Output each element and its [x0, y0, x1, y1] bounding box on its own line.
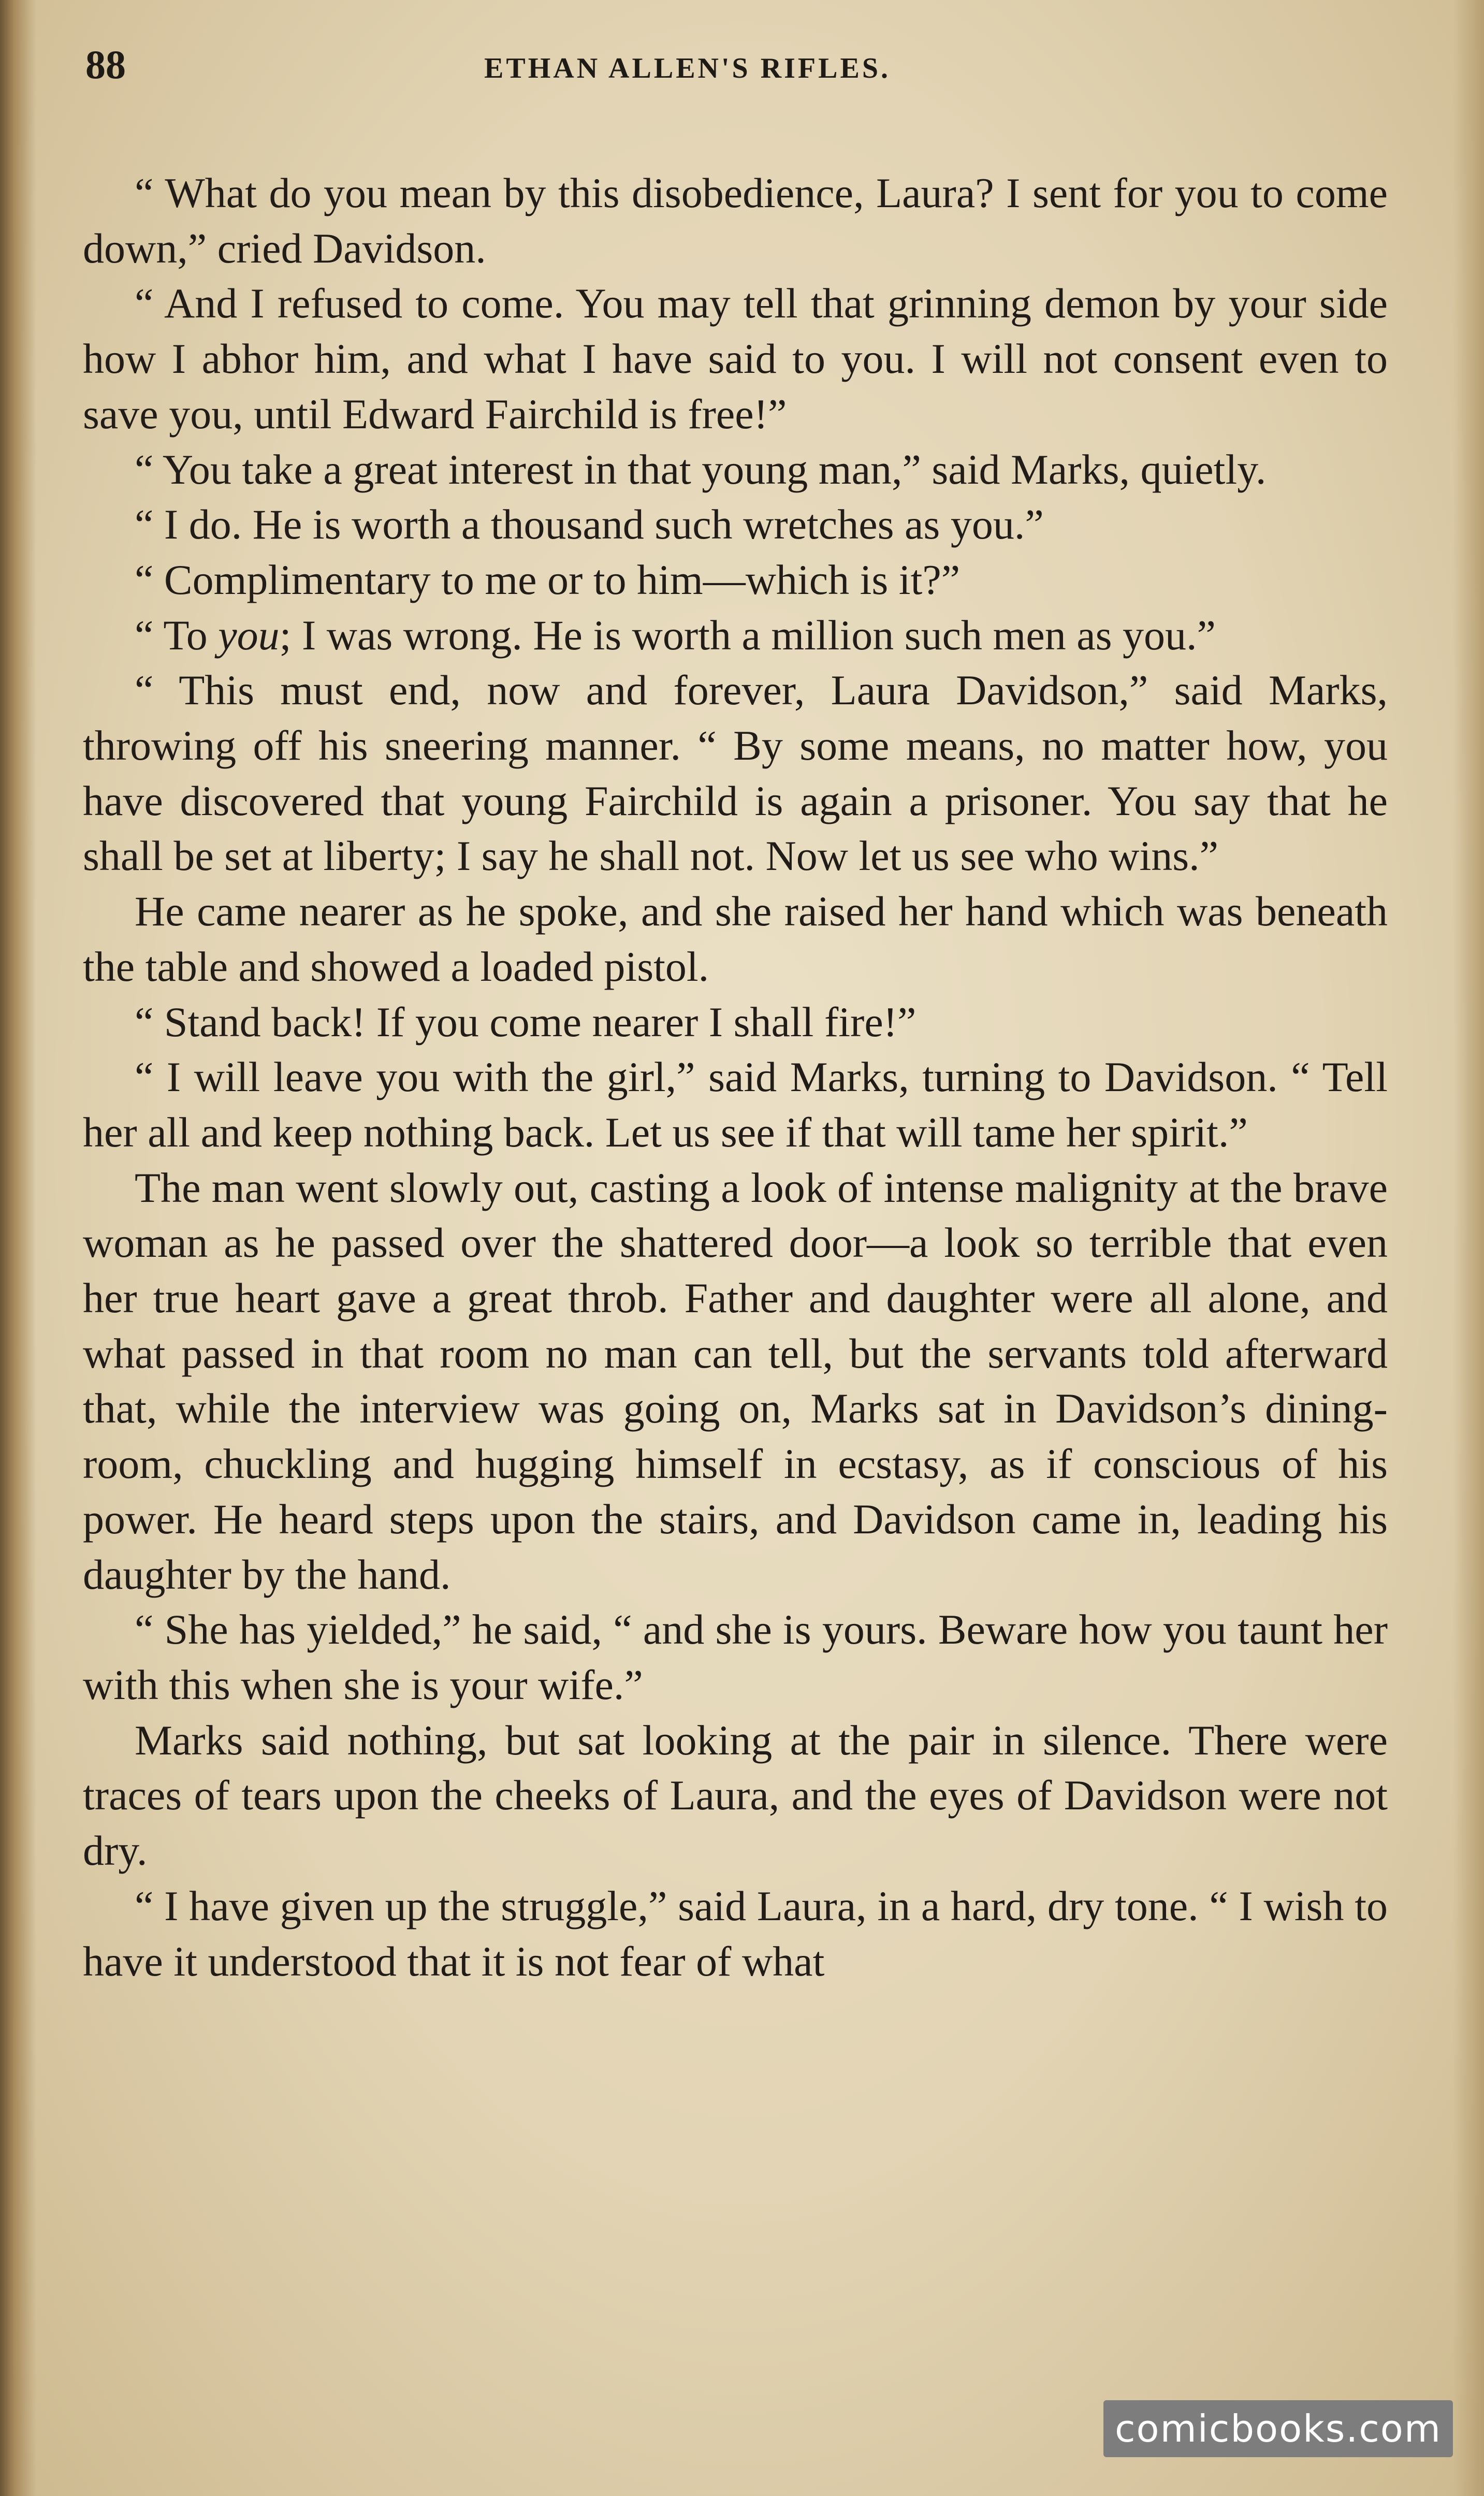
paragraph: “ You take a great interest in that young man,” said Marks, quietly.: [135, 445, 1267, 493]
paragraph-text: “ To: [135, 611, 219, 659]
paragraph: “ What do you mean by this disobedience, Laura? I sent for you to come down,” cried Davidson.: [83, 169, 1388, 272]
paragraph: “ This must end, now and forever, Laura Davidson,” said Marks, throwing off his sneering manner. “ By some means, no matter how, you have discovered that young Fairchild is again a prisoner. You say that he shall be set at liberty; I say he shall not. Now let us see who wins.”: [83, 666, 1388, 880]
page-number: 88: [85, 42, 126, 87]
body-text: [83, 166, 1388, 1989]
spine-shadow: [0, 0, 36, 2496]
paragraph: The man went slowly out, casting a look of intense malignity at the brave woman as he passed over the shattered door—a look so terrible that even her true heart gave a great throb. Father and daughter were all alone, and what passed in that room no man can tell, but the servants told afterward that, while the interview was going on, Marks sat in Davidson’s dining-room, chuckling and hugging himself in ecstasy, as if conscious of his power. He heard steps upon the stairs, and Davidson came in, leading his daughter by the hand.: [83, 1164, 1388, 1598]
paragraph: “ Stand back! If you come nearer I shall fire!”: [135, 998, 916, 1046]
paragraph: [83, 608, 1388, 663]
paragraph: He came nearer as he spoke, and she raised her hand which was beneath the table and showed a loaded pistol.: [83, 888, 1388, 990]
paragraph: Marks said nothing, but sat looking at the pair in silence. There were traces of tears upon the cheeks of Laura, and the eyes of Davidson were not dry.: [83, 1716, 1388, 1875]
paragraph: “ I do. He is worth a thousand such wretches as you.”: [135, 501, 1044, 548]
paragraph: “ I have given up the struggle,” said Laura, in a hard, dry tone. “ I wish to have it understood that it is not fear of what: [83, 1882, 1388, 1985]
paragraph: “ And I refused to come. You may tell that grinning demon by your side how I abhor him, and what I have said to you. I will not consent even to save you, until Edward Fairchild is free!”: [83, 280, 1388, 438]
paragraph-text: ; I was wrong. He is worth a million such men as you.”: [279, 611, 1216, 659]
paragraph: “ Complimentary to me or to him—which is it?”: [135, 556, 961, 603]
paragraph: “ I will leave you with the girl,” said Marks, turning to Davidson. “ Tell her all and keep nothing back. Let us see if that will tame her spirit.”: [83, 1053, 1388, 1156]
watermark: comicbooks.com: [1103, 2400, 1453, 2457]
page-edge-shade: [1453, 0, 1484, 2496]
paragraph: “ She has yielded,” he said, “ and she is yours. Beware how you taunt her with this when she is your wife.”: [83, 1606, 1388, 1708]
italic-emphasis: you: [218, 611, 280, 659]
running-title: ETHAN ALLEN'S RIFLES.: [484, 52, 891, 84]
running-head: [85, 41, 1386, 98]
